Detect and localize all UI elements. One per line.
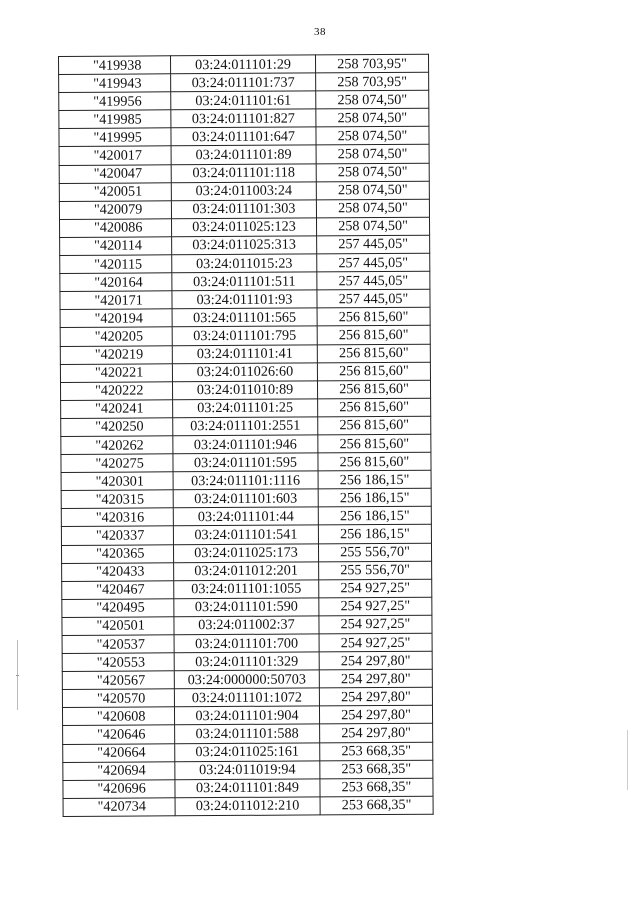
table-row [63, 724, 433, 744]
cadastral-number-cell: 03:24:011101:329 [174, 652, 319, 671]
value-cell: 255 556,70" [318, 543, 431, 562]
value-cell: 256 815,60" [318, 452, 431, 471]
record-id-cell: "420553 [62, 653, 174, 672]
value-cell: 258 074,50" [316, 145, 429, 164]
value-cell: 254 927,25" [319, 579, 432, 598]
record-id-cell: "420467 [62, 581, 174, 600]
value-cell: 256 815,60" [317, 326, 430, 345]
cadastral-number-cell: 03:24:011101:61 [171, 91, 316, 110]
value-cell: 254 297,80" [319, 669, 432, 688]
value-cell: 253 668,35" [320, 796, 433, 815]
table-row [62, 597, 432, 617]
record-id-cell: "420222 [60, 381, 172, 400]
table-row [61, 507, 431, 527]
value-cell: 254 297,80" [320, 724, 433, 743]
cadastral-number-cell: 03:24:011101:2551 [173, 417, 318, 436]
table-row [62, 579, 432, 599]
record-id-cell: "420241 [61, 400, 173, 419]
cadastral-number-cell: 03:24:011101:595 [173, 453, 318, 472]
cadastral-number-cell: 03:24:011101:25 [173, 399, 318, 418]
record-id-cell: "420262 [61, 436, 173, 455]
table-row [61, 452, 431, 472]
record-id-cell: "420433 [62, 562, 174, 581]
record-id-cell: "420567 [62, 671, 174, 690]
records-table [58, 54, 434, 817]
cadastral-number-cell: 03:24:011101:541 [173, 525, 318, 544]
record-id-cell: "419956 [59, 92, 171, 111]
table-row [61, 543, 431, 563]
cadastral-number-cell: 03:24:011101:827 [171, 109, 316, 128]
record-id-cell: "420501 [62, 617, 174, 636]
value-cell: 256 815,60" [317, 362, 430, 381]
value-cell: 258 703,95" [316, 72, 429, 91]
cadastral-number-cell: 03:24:011101:647 [171, 127, 316, 146]
cadastral-number-cell: 03:24:011101:565 [172, 308, 317, 327]
cadastral-number-cell: 03:24:011101:946 [173, 435, 318, 454]
value-cell: 258 074,50" [316, 127, 429, 146]
table-row [62, 669, 432, 689]
cadastral-number-cell: 03:24:011010:89 [172, 381, 317, 400]
record-id-cell: "420316 [61, 508, 173, 527]
record-id-cell: "419938 [59, 56, 171, 75]
record-id-cell: "420047 [59, 164, 171, 183]
cadastral-number-cell: 03:24:011101:1116 [173, 471, 318, 490]
cadastral-number-cell: 03:24:011101:1072 [174, 688, 319, 707]
cadastral-number-cell: 03:24:011025:313 [172, 236, 317, 255]
record-id-cell: "420114 [60, 237, 172, 256]
record-id-cell: "420365 [61, 544, 173, 563]
value-cell: 258 074,50" [316, 90, 429, 109]
cadastral-number-cell: 03:24:011025:123 [171, 218, 316, 237]
value-cell: 253 668,35" [320, 742, 433, 761]
value-cell: 253 668,35" [320, 760, 433, 779]
record-id-cell: "420337 [61, 526, 173, 545]
table-row [60, 253, 430, 273]
table-row [59, 109, 429, 129]
table-row [60, 271, 430, 291]
table-row [59, 181, 429, 201]
record-id-cell: "420250 [61, 418, 173, 437]
cadastral-number-cell: 03:24:011026:60 [172, 363, 317, 382]
record-id-cell: "420194 [60, 309, 172, 328]
table-row [62, 706, 432, 726]
record-id-cell: "420694 [63, 761, 175, 780]
value-cell: 257 445,05" [317, 271, 430, 290]
record-id-cell: "420115 [60, 255, 172, 274]
table-row [59, 163, 429, 183]
value-cell: 256 815,60" [318, 434, 431, 453]
record-id-cell: "420495 [62, 599, 174, 618]
record-id-cell: "420221 [60, 363, 172, 382]
cadastral-number-cell: 03:24:000000:50703 [174, 670, 319, 689]
table-row [59, 72, 429, 92]
record-id-cell: "420086 [59, 219, 171, 238]
value-cell: 254 927,25" [319, 633, 432, 652]
cadastral-number-cell: 03:24:011012:201 [174, 562, 319, 581]
record-id-cell: "420301 [61, 472, 173, 491]
table-row [60, 326, 430, 346]
cadastral-number-cell: 03:24:011101:849 [175, 779, 320, 798]
table-row [59, 127, 429, 147]
table-row [61, 434, 431, 454]
table-row [63, 742, 433, 762]
value-cell: 258 074,50" [316, 217, 429, 236]
cadastral-number-cell: 03:24:011025:173 [173, 543, 318, 562]
right-margin-mark [627, 730, 628, 790]
value-cell: 258 074,50" [316, 109, 429, 128]
cadastral-number-cell: 03:24:011101:93 [172, 290, 317, 309]
left-margin-dot [16, 675, 19, 676]
record-id-cell: "420696 [63, 780, 175, 799]
cadastral-number-cell: 03:24:011101:1055 [174, 580, 319, 599]
table-row [61, 398, 431, 418]
record-id-cell: "420275 [61, 454, 173, 473]
record-id-cell: "420017 [59, 146, 171, 165]
cadastral-number-cell: 03:24:011101:29 [171, 55, 316, 74]
value-cell: 253 668,35" [320, 778, 433, 797]
table-row [60, 380, 430, 400]
record-id-cell: "420079 [59, 201, 171, 220]
record-id-cell: "420171 [60, 291, 172, 310]
table-row [60, 344, 430, 364]
value-cell: 256 815,60" [317, 308, 430, 327]
table-row [60, 235, 430, 255]
table-row [61, 525, 431, 545]
record-id-cell: "419995 [59, 128, 171, 147]
record-id-cell: "420570 [62, 689, 174, 708]
cadastral-number-cell: 03:24:011012:210 [175, 797, 320, 816]
table-row [61, 416, 431, 436]
record-id-cell: "420205 [60, 327, 172, 346]
cadastral-number-cell: 03:24:011025:161 [175, 742, 320, 761]
value-cell: 258 703,95" [315, 54, 428, 73]
value-cell: 256 186,15" [318, 525, 431, 544]
cadastral-number-cell: 03:24:011101:44 [173, 507, 318, 526]
record-id-cell: "420734 [63, 798, 175, 817]
value-cell: 254 927,25" [319, 615, 432, 634]
table-row [60, 289, 430, 309]
cadastral-number-cell: 03:24:011003:24 [171, 182, 316, 201]
cadastral-number-cell: 03:24:011101:603 [173, 489, 318, 508]
page-number: 38 [314, 26, 326, 38]
record-id-cell: "420051 [59, 182, 171, 201]
value-cell: 258 074,50" [316, 163, 429, 182]
table-row [62, 615, 432, 635]
table-row [63, 778, 433, 798]
table-row [61, 470, 431, 490]
table-row [60, 308, 430, 328]
value-cell: 256 186,15" [318, 470, 431, 489]
cadastral-number-cell: 03:24:011002:37 [174, 616, 319, 635]
table-row [62, 651, 432, 671]
value-cell: 257 445,05" [317, 289, 430, 308]
record-id-cell: "420164 [60, 273, 172, 292]
cadastral-number-cell: 03:24:011019:94 [175, 761, 320, 780]
cadastral-number-cell: 03:24:011101:588 [175, 724, 320, 743]
record-id-cell: "420646 [63, 725, 175, 744]
table-row [59, 199, 429, 219]
value-cell: 254 297,80" [319, 706, 432, 725]
cadastral-number-cell: 03:24:011101:303 [171, 200, 316, 219]
value-cell: 257 445,05" [317, 235, 430, 254]
table-row [59, 145, 429, 165]
table-row [59, 54, 429, 74]
cadastral-number-cell: 03:24:011101:904 [174, 706, 319, 725]
value-cell: 256 815,60" [317, 344, 430, 363]
cadastral-number-cell: 03:24:011101:795 [172, 326, 317, 345]
cadastral-number-cell: 03:24:011101:590 [174, 598, 319, 617]
value-cell: 258 074,50" [316, 181, 429, 200]
table-row [62, 688, 432, 708]
value-cell: 256 815,60" [317, 380, 430, 399]
table-row [62, 633, 432, 653]
record-id-cell: "420219 [60, 345, 172, 364]
table-row [62, 561, 432, 581]
cadastral-number-cell: 03:24:011101:700 [174, 634, 319, 653]
cadastral-number-cell: 03:24:011101:511 [172, 272, 317, 291]
record-id-cell: "420608 [62, 707, 174, 726]
table-row [63, 760, 433, 780]
table-row [60, 362, 430, 382]
record-id-cell: "420315 [61, 490, 173, 509]
value-cell: 254 297,80" [319, 651, 432, 670]
table-row [59, 217, 429, 237]
value-cell: 256 186,15" [318, 507, 431, 526]
record-id-cell: "419943 [59, 74, 171, 93]
value-cell: 254 927,25" [319, 597, 432, 616]
value-cell: 254 297,80" [319, 688, 432, 707]
cadastral-number-cell: 03:24:011101:41 [172, 344, 317, 363]
value-cell: 257 445,05" [317, 253, 430, 272]
table-row [63, 796, 433, 816]
cadastral-number-cell: 03:24:011101:118 [171, 163, 316, 182]
table-row [61, 488, 431, 508]
record-id-cell: "420537 [62, 635, 174, 654]
cadastral-number-cell: 03:24:011101:89 [171, 145, 316, 164]
cadastral-number-cell: 03:24:011101:737 [171, 73, 316, 92]
cadastral-number-cell: 03:24:011015:23 [172, 254, 317, 273]
value-cell: 256 815,60" [318, 398, 431, 417]
value-cell: 256 186,15" [318, 488, 431, 507]
records-table-body [59, 54, 434, 816]
record-id-cell: "419985 [59, 110, 171, 129]
record-id-cell: "420664 [63, 743, 175, 762]
table-row [59, 90, 429, 110]
value-cell: 256 815,60" [318, 416, 431, 435]
value-cell: 258 074,50" [316, 199, 429, 218]
value-cell: 255 556,70" [319, 561, 432, 580]
